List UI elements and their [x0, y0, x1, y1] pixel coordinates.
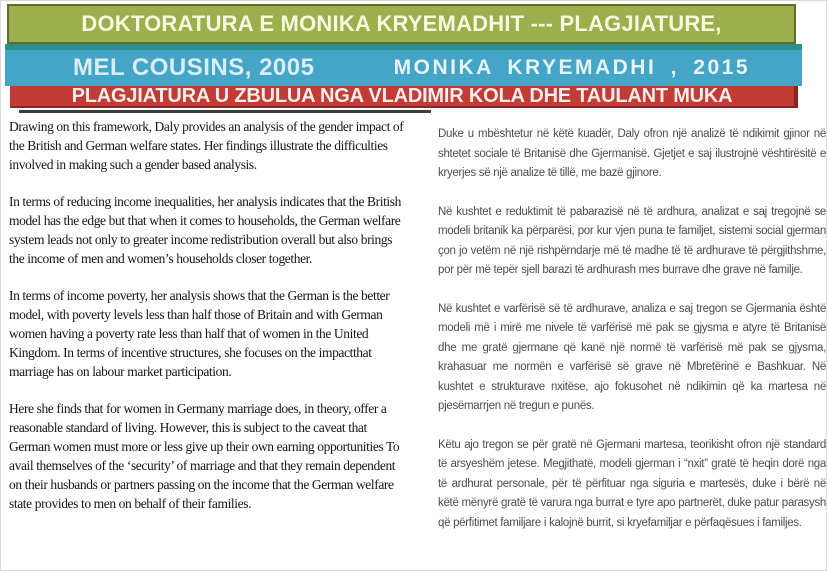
subtitle-text: PLAGJIATURA U ZBULUA NGA VLADIMIR KOLA DHE TAULANT MUKA [71, 86, 733, 107]
albanian-paragraph-3: Në kushtet e varfërisë së të ardhurave, analiza e saj tregon se Gjermania është modeli më i mirë me nivele të varfërisë më pak se gjysma e atyre të Britanisë dhe me gratë gjermane që kanë një normë të varfërisë më pak se gjysma, krahasuar me normën e varfërisë së grave në Mbretërinë e Bashkuar. Në kushtet e strukturave nxitëse, ajo fokusohet në ndikimin që ka martesa në pjesëmarrjen në tregun e punës. [438, 302, 826, 412]
title-banner [7, 4, 796, 44]
title-text: DOKTORATURA E MONIKA KRYEMADHIT --- PLAGJIATURE, [81, 11, 722, 36]
english-paragraph-3: In terms of income poverty, her analysis shows that the German is the better model, with poverty levels less than half those of Britain and with German women having a poverty rate less than half that of women in the United Kingdom. In terms of incentive structures, she focuses on the impactthat marriage has on labour market participation. [9, 288, 390, 379]
albanian-paragraph-2: Në kushtet e reduktimit të pabarazisë në të ardhura, analizat e saj tregojnë se modeli britanik ka përparësi, por kur vjen puna te familjet, sistemi social gjerman çon jo vetëm në një rishpërndarje më të madhe të të ardhurave të përgjithshme, por për më tepër sjell barazi të ardhurash mes burrave dhe grave në familje. [438, 205, 826, 276]
albanian-text-column [438, 117, 826, 571]
banner-shadow-line [19, 110, 431, 113]
albanian-paragraph-1: Duke u mbështetur në këtë kuadër, Daly ofron një analizë të ndikimit gjinor në shtetet sociale të Britanisë dhe Gjermanisë. Gjetjet e saj ilustrojnë vështirësitë e kryerjes së një analize të tillë, me bazë gjinore. [438, 128, 826, 179]
english-paragraph-2: In terms of reducing income inequalities, her analysis indicates that the British model has the edge but that when it comes to households, the German welfare system leads not only to greater income redistribution overall but also brings the income of men and women’s households closer together. [9, 194, 401, 266]
albanian-paragraph-4: Këtu ajo tregon se për gratë në Gjermani martesa, teorikisht ofron një standard të arsyeshëm jetese. Megjithatë, modeli gjerman i “nxit” gratë të heqin dorë nga të ardhurat personale, për të përfituar nga siguria e martesës, duke i bërë në këtë mënyrë gratë të varura nga burrat e tyre apo partnerët, duke patur parasysh që përfitimet familjare i kalojnë burrit, si kryefamiljar e përfaqësues i familjes. [438, 438, 826, 529]
author-left-label: MEL COUSINS, 2005 [73, 54, 315, 81]
english-paragraph-1: Drawing on this framework, Daly provides an analysis of the gender impact of the British and German welfare states. Her findings illustrate the difficulties involved in making such a gender based analysis. [9, 119, 404, 172]
author-right-label: MONIKA KRYEMADHI , 2015 [393, 56, 750, 79]
authors-banner [5, 44, 802, 86]
english-text-column [9, 117, 408, 567]
subtitle-banner [10, 86, 798, 108]
english-paragraph-4: Here she finds that for women in Germany marriage does, in theory, offer a reasonable standard of living. However, this is subject to the caveat that German women must more or less give up their own earning opportunities To avail themselves of the ‘security’ of marriage and that they remain dependent on their husbands or partners passing on the income that the German welfare state provides to men on behalf of their families. [9, 401, 400, 511]
